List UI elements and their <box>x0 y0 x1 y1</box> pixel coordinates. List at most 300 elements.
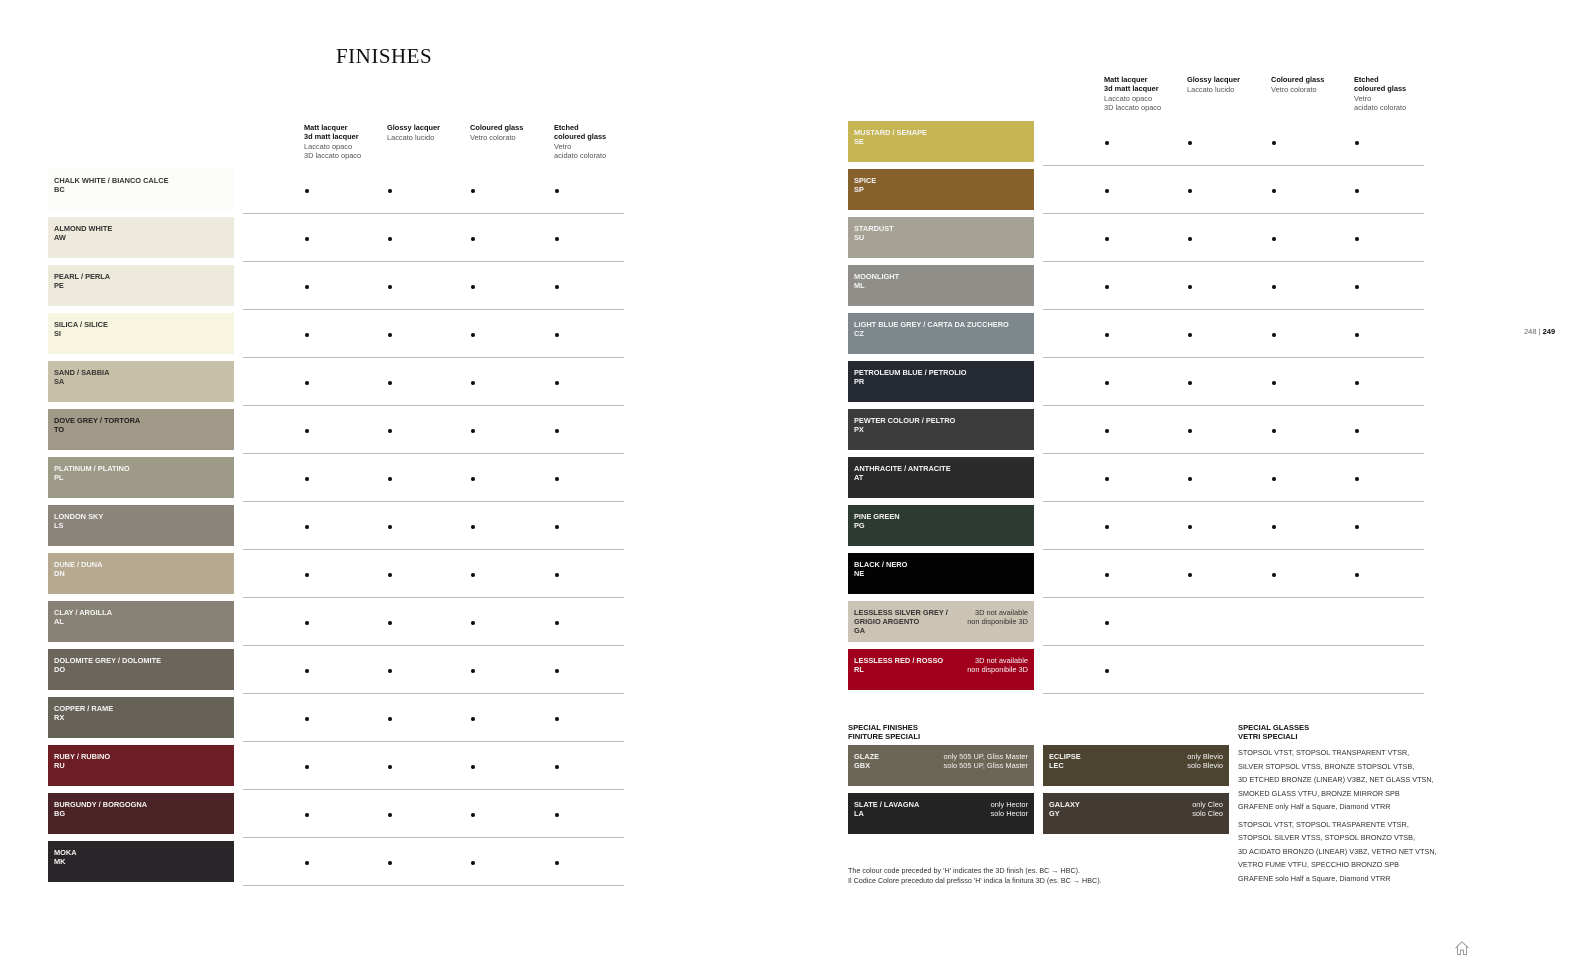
availability-dot <box>1105 141 1109 145</box>
row-divider <box>1043 453 1424 454</box>
availability-dot <box>1105 285 1109 289</box>
finish-code: AT <box>854 473 864 482</box>
finish-swatch <box>848 409 1034 450</box>
finish-code: RX <box>54 713 65 722</box>
row-divider <box>243 357 624 358</box>
finish-name: CHALK WHITE / BIANCO CALCE <box>54 176 169 185</box>
finish-name: PETROLEUM BLUE / PETROLIO <box>854 368 967 377</box>
availability-note <box>967 608 1028 626</box>
availability-dot <box>305 669 309 673</box>
row-divider <box>243 501 624 502</box>
availability-dot <box>305 285 309 289</box>
finish-code: AL <box>54 617 64 626</box>
availability-dot <box>388 861 392 865</box>
special-finish-note-en: only Hector <box>990 800 1028 809</box>
row-divider <box>243 789 624 790</box>
finish-code: LS <box>54 521 64 530</box>
special-finish-note-it: solo Cleo <box>1192 809 1223 818</box>
finish-swatch <box>848 457 1034 498</box>
availability-dot <box>555 333 559 337</box>
finish-name: PEARL / PERLA <box>54 272 111 281</box>
finish-swatch <box>48 841 234 882</box>
availability-dot <box>1355 333 1359 337</box>
availability-note-en: 3D not available <box>974 656 1028 665</box>
availability-dot <box>305 237 309 241</box>
row-divider <box>243 645 624 646</box>
availability-dot <box>388 333 392 337</box>
column-header-en-line: Matt lacquer <box>1104 75 1148 84</box>
finish-code: TO <box>54 425 65 434</box>
finish-swatch <box>48 265 234 306</box>
finish-swatch <box>48 217 234 258</box>
availability-dot <box>555 765 559 769</box>
row-divider <box>1043 597 1424 598</box>
column-header-it-line: Laccato opaco <box>1104 94 1153 103</box>
finish-code: SP <box>854 185 864 194</box>
finish-code: SI <box>54 329 61 338</box>
availability-dot <box>1355 477 1359 481</box>
availability-dot <box>1355 285 1359 289</box>
special-finish-swatch <box>848 793 1034 834</box>
finish-code: PR <box>854 377 865 386</box>
special-glasses-line-en: GRAFENE only Half a Square, Diamond VTRR <box>1238 802 1391 811</box>
column-header <box>387 123 467 142</box>
special-finish-note-it: solo Hector <box>990 809 1028 818</box>
availability-dot <box>471 189 475 193</box>
availability-note-it: non disponibile 3D <box>967 665 1028 674</box>
availability-dot <box>471 765 475 769</box>
finish-swatch <box>848 649 1034 690</box>
special-finish-note-en: only 505 UP, Gliss Master <box>943 752 1028 761</box>
special-finish-note-en: only Blevio <box>1187 752 1223 761</box>
finish-swatch <box>848 265 1034 306</box>
special-finishes-title: SPECIAL FINISHES FINITURE SPECIALI <box>848 723 921 741</box>
finish-name: DOVE GREY / TORTORA <box>54 416 141 425</box>
finish-code: PG <box>854 521 865 530</box>
finish-swatch <box>48 745 234 786</box>
special-finish-swatch <box>1043 745 1229 786</box>
column-header-en-line: Glossy lacquer <box>387 123 440 132</box>
finish-name: SPICE <box>854 176 877 185</box>
column-header-en-line: Etched <box>1354 75 1379 84</box>
availability-dot <box>1188 285 1192 289</box>
finish-swatch <box>48 649 234 690</box>
special-glasses-line-it: STOPSOL SILVER VTSS, STOPSOL BRONZO VTSB, <box>1238 833 1416 842</box>
column-header-it-line: Vetro <box>554 142 572 151</box>
special-finish-swatch <box>848 745 1034 786</box>
column-header-it <box>387 133 467 142</box>
availability-note <box>967 656 1028 674</box>
finish-code: SU <box>854 233 865 242</box>
availability-dot <box>1272 477 1276 481</box>
footnote <box>848 866 1102 885</box>
finish-swatch <box>848 505 1034 546</box>
column-header-it <box>470 133 550 142</box>
finish-code: BG <box>54 809 66 818</box>
availability-dot <box>555 669 559 673</box>
special-finish-code: LEC <box>1049 761 1064 770</box>
finish-swatch <box>48 169 234 210</box>
row-divider <box>1043 693 1424 694</box>
availability-dot <box>1272 573 1276 577</box>
column-header <box>554 123 634 160</box>
column-header-en <box>1187 75 1267 84</box>
column-header-en <box>304 123 384 141</box>
finish-swatch <box>48 409 234 450</box>
finish-name: ANTHRACITE / ANTRACITE <box>854 464 951 473</box>
home-icon[interactable] <box>1454 940 1470 956</box>
row-divider <box>1043 501 1424 502</box>
availability-dot <box>1105 573 1109 577</box>
finish-swatch <box>48 793 234 834</box>
column-header-it <box>1104 94 1184 112</box>
row-divider <box>243 549 624 550</box>
availability-dot <box>388 285 392 289</box>
finish-swatch <box>848 169 1034 210</box>
availability-dot <box>555 285 559 289</box>
row-divider <box>1043 645 1424 646</box>
finish-swatch <box>848 313 1034 354</box>
finish-code: NE <box>854 569 865 578</box>
finish-swatch <box>48 457 234 498</box>
column-header-en <box>1354 75 1434 93</box>
special-finish-name: GLAZE <box>854 752 880 761</box>
finish-name: MUSTARD / SENAPE <box>854 128 927 137</box>
finish-name: STARDUST <box>854 224 894 233</box>
row-divider <box>1043 405 1424 406</box>
availability-dot <box>388 573 392 577</box>
column-header-en-line: 3d matt lacquer <box>304 132 359 141</box>
finish-code: RU <box>54 761 65 770</box>
availability-dot <box>1188 573 1192 577</box>
column-header-en-line: Coloured glass <box>470 123 524 132</box>
finish-name: SAND / SABBIA <box>54 368 110 377</box>
column-header-it-line: Laccato lucido <box>1187 85 1235 94</box>
availability-dot <box>388 429 392 433</box>
availability-dot <box>1272 381 1276 385</box>
finish-name: SILICA / SILICE <box>54 320 108 329</box>
special-finish-code: GBX <box>854 761 871 770</box>
availability-dot <box>1355 189 1359 193</box>
special-finish-swatch <box>1043 793 1229 834</box>
availability-dot <box>1272 285 1276 289</box>
finish-swatch <box>48 553 234 594</box>
availability-dot <box>305 333 309 337</box>
column-header-en-line: 3d matt lacquer <box>1104 84 1159 93</box>
availability-dot <box>305 765 309 769</box>
special-finish-note-it: solo Blevio <box>1187 761 1223 770</box>
special-glasses-line-en: STOPSOL VTST, STOPSOL TRANSPARENT VTSR, <box>1238 748 1410 757</box>
special-finish-note-en: only Cleo <box>1192 800 1223 809</box>
finish-name: PEWTER COLOUR / PELTRO <box>854 416 956 425</box>
special-glasses-line-it: VETRO FUME VTFU, SPECCHIO BRONZO SPB <box>1238 860 1399 869</box>
availability-dot <box>1272 525 1276 529</box>
column-header-it-line: 3D laccato opaco <box>304 151 362 160</box>
availability-dot <box>471 621 475 625</box>
availability-dot <box>555 621 559 625</box>
special-finish-note <box>1187 752 1223 770</box>
availability-dot <box>471 717 475 721</box>
column-header-en-line: coloured glass <box>554 132 607 141</box>
row-divider <box>1043 261 1424 262</box>
availability-note-it: non disponibile 3D <box>967 617 1028 626</box>
availability-dot <box>1355 429 1359 433</box>
availability-dot <box>1105 669 1109 673</box>
column-header-it <box>554 142 634 160</box>
column-header <box>1271 75 1351 94</box>
special-glasses-line-it: GRAFENE solo Half a Square, Diamond VTRR <box>1238 873 1391 883</box>
page-title: FINISHES <box>336 44 433 68</box>
column-header-en-line: Etched <box>554 123 579 132</box>
row-divider <box>1043 213 1424 214</box>
row-divider <box>243 741 624 742</box>
finish-swatch <box>48 361 234 402</box>
availability-dot <box>305 189 309 193</box>
availability-dot <box>471 669 475 673</box>
column-header-en <box>1271 75 1351 84</box>
finish-code: RL <box>854 665 864 674</box>
special-finish-name: SLATE / LAVAGNA <box>854 800 920 809</box>
column-header-en <box>554 123 634 141</box>
finish-swatch <box>48 313 234 354</box>
column-header-it <box>1271 85 1351 94</box>
special-glasses-line-it: STOPSOL VTST, STOPSOL TRASPARENTE VTSR, <box>1238 819 1409 829</box>
finish-swatch <box>848 361 1034 402</box>
availability-dot <box>1188 381 1192 385</box>
finish-swatch <box>848 601 1034 642</box>
availability-dot <box>305 573 309 577</box>
availability-dot <box>388 237 392 241</box>
footnote-it: Il Codice Colore preceduto dal prefisso 'H' indica la finitura 3D (es. BC → HBC). <box>848 875 1102 885</box>
finish-name: ALMOND WHITE <box>54 224 113 233</box>
page-number-right: 249 <box>1542 327 1556 336</box>
availability-dot <box>1188 333 1192 337</box>
availability-dot <box>1355 525 1359 529</box>
special-glasses-title: SPECIAL GLASSES VETRI SPECIALI <box>1238 723 1310 741</box>
row-divider <box>243 837 624 838</box>
availability-dot <box>1272 333 1276 337</box>
column-header-en <box>387 123 467 132</box>
finish-code: ML <box>854 281 865 290</box>
availability-dot <box>305 861 309 865</box>
finish-swatch <box>848 121 1034 162</box>
finish-code: AW <box>54 233 66 242</box>
finish-code: PE <box>54 281 64 290</box>
finish-name: BLACK / NERO <box>854 560 908 569</box>
footnote-en: The colour code preceded by 'H' indicates the 3D finish (es. BC → HBC). <box>848 866 1081 875</box>
availability-dot <box>388 525 392 529</box>
availability-dot <box>1105 189 1109 193</box>
availability-dot <box>388 477 392 481</box>
availability-dot <box>388 669 392 673</box>
column-header-en <box>1104 75 1184 93</box>
finish-swatch <box>848 217 1034 258</box>
availability-dot <box>471 285 475 289</box>
availability-dot <box>1105 477 1109 481</box>
row-divider <box>243 261 624 262</box>
special-finish-note <box>1192 800 1223 818</box>
finish-code: SE <box>854 137 864 146</box>
availability-dot <box>388 765 392 769</box>
availability-dot <box>1355 381 1359 385</box>
availability-dot <box>471 525 475 529</box>
finish-code: MK <box>54 857 66 866</box>
column-header-en-line: coloured glass <box>1354 84 1407 93</box>
availability-note-en: 3D not available <box>974 608 1028 617</box>
availability-dot <box>1188 477 1192 481</box>
availability-dot <box>1105 333 1109 337</box>
finish-name: COPPER / RAME <box>54 704 114 713</box>
column-header-it-line: Vetro colorato <box>470 133 516 142</box>
row-divider <box>243 453 624 454</box>
finish-code: DO <box>54 665 66 674</box>
availability-dot <box>1105 237 1109 241</box>
finish-swatch <box>48 697 234 738</box>
finish-swatch <box>48 505 234 546</box>
availability-dot <box>471 429 475 433</box>
availability-dot <box>555 525 559 529</box>
row-divider <box>243 597 624 598</box>
availability-dot <box>1272 237 1276 241</box>
availability-dot <box>555 717 559 721</box>
column-header-it-line: Laccato lucido <box>387 133 435 142</box>
availability-dot <box>305 525 309 529</box>
finish-name: CLAY / ARGILLA <box>54 608 113 617</box>
availability-dot <box>555 573 559 577</box>
availability-dot <box>1188 237 1192 241</box>
availability-dot <box>471 333 475 337</box>
finish-name: LESSLESS RED / ROSSO <box>854 656 944 665</box>
availability-dot <box>555 813 559 817</box>
availability-dot <box>1105 621 1109 625</box>
column-header <box>304 123 384 160</box>
availability-dot <box>555 189 559 193</box>
finish-swatch <box>48 601 234 642</box>
finish-name: MOKA <box>54 848 77 857</box>
finish-code: DN <box>54 569 65 578</box>
availability-dot <box>388 381 392 385</box>
availability-dot <box>305 621 309 625</box>
finish-name: DUNE / DUNA <box>54 560 103 569</box>
row-divider <box>1043 549 1424 550</box>
row-divider <box>243 213 624 214</box>
availability-dot <box>388 189 392 193</box>
finish-name: LIGHT BLUE GREY / CARTA DA ZUCCHERO <box>854 320 1009 329</box>
availability-dot <box>555 429 559 433</box>
row-divider <box>243 693 624 694</box>
availability-dot <box>305 477 309 481</box>
finish-name: PLATINUM / PLATINO <box>54 464 130 473</box>
availability-dot <box>471 237 475 241</box>
finish-name: BURGUNDY / BORGOGNA <box>54 800 148 809</box>
special-glasses-line-it: 3D ACIDATO BRONZO (LINEAR) V3BZ, VETRO NET VTSN, <box>1238 846 1437 856</box>
availability-dot <box>388 621 392 625</box>
special-glasses-line-en: SMOKED GLASS VTFU, BRONZE MIRROR SPB <box>1238 788 1400 798</box>
column-header-it <box>304 142 384 160</box>
page-numbers: 248 | 249 <box>1524 327 1556 336</box>
availability-dot <box>555 381 559 385</box>
column-header <box>1354 75 1434 112</box>
finish-code: BC <box>54 185 65 194</box>
availability-dot <box>1355 573 1359 577</box>
availability-dot <box>388 717 392 721</box>
column-header-en-line: Glossy lacquer <box>1187 75 1240 84</box>
special-glasses-line-en: 3D ETCHED BRONZE (LINEAR) V3BZ, NET GLASS VTSN, <box>1238 775 1434 784</box>
finish-name: DOLOMITE GREY / DOLOMITE <box>54 656 162 665</box>
row-divider <box>243 309 624 310</box>
column-header-it <box>1187 85 1267 94</box>
finish-code: PX <box>854 425 864 434</box>
row-divider <box>1043 357 1424 358</box>
availability-dot <box>1188 189 1192 193</box>
finish-name: LESSLESS SILVER GREY / <box>854 608 948 617</box>
availability-dot <box>1188 429 1192 433</box>
column-header-en-line: Matt lacquer <box>304 123 348 132</box>
availability-dot <box>305 717 309 721</box>
column-header-it-line: Vetro <box>1354 94 1372 103</box>
availability-dot <box>471 381 475 385</box>
column-header <box>470 123 550 142</box>
availability-dot <box>1355 141 1359 145</box>
availability-dot <box>555 477 559 481</box>
availability-dot <box>1105 381 1109 385</box>
special-finish-code: LA <box>854 809 864 818</box>
finish-code: GA <box>854 626 866 635</box>
finish-code: PL <box>54 473 64 482</box>
availability-dot <box>1105 429 1109 433</box>
availability-dot <box>1272 189 1276 193</box>
special-finish-name: GALAXY <box>1049 800 1080 809</box>
finish-name: LONDON SKY <box>54 512 104 521</box>
special-glasses-line-en: SILVER STOPSOL VTSS, BRONZE STOPSOL VTSB, <box>1238 761 1415 771</box>
availability-dot <box>1188 141 1192 145</box>
availability-dot <box>305 381 309 385</box>
column-header-it-line: Vetro colorato <box>1271 85 1317 94</box>
special-finish-note <box>944 752 1028 770</box>
row-divider <box>243 405 624 406</box>
row-divider <box>243 885 624 886</box>
availability-dot <box>471 813 475 817</box>
row-divider <box>1043 309 1424 310</box>
availability-dot <box>1272 429 1276 433</box>
column-header-it <box>1354 94 1434 112</box>
finish-code: CZ <box>854 329 864 338</box>
finish-code: SA <box>54 377 65 386</box>
availability-dot <box>471 573 475 577</box>
availability-dot <box>555 237 559 241</box>
column-header <box>1104 75 1184 112</box>
column-header-en-line: Coloured glass <box>1271 75 1325 84</box>
special-finish-code: GY <box>1049 809 1060 818</box>
column-header-it-line: acidato colorato <box>1354 103 1407 112</box>
finish-name-line2: GRIGIO ARGENTO <box>854 617 920 626</box>
special-finish-name: ECLIPSE <box>1049 752 1081 761</box>
special-finish-note-it: solo 505 UP, Gliss Master <box>943 761 1028 770</box>
finish-name: RUBY / RUBINO <box>54 752 111 761</box>
column-header-it-line: acidato colorato <box>554 151 607 160</box>
special-finish-note <box>991 800 1028 818</box>
finish-name: PINE GREEN <box>854 512 900 521</box>
availability-dot <box>1105 525 1109 529</box>
availability-dot <box>1188 525 1192 529</box>
availability-dot <box>305 429 309 433</box>
availability-dot <box>1355 237 1359 241</box>
finish-name: MOONLIGHT <box>854 272 900 281</box>
column-header-it-line: Laccato opaco <box>304 142 353 151</box>
row-divider <box>1043 165 1424 166</box>
availability-dot <box>555 861 559 865</box>
finish-swatch <box>848 553 1034 594</box>
